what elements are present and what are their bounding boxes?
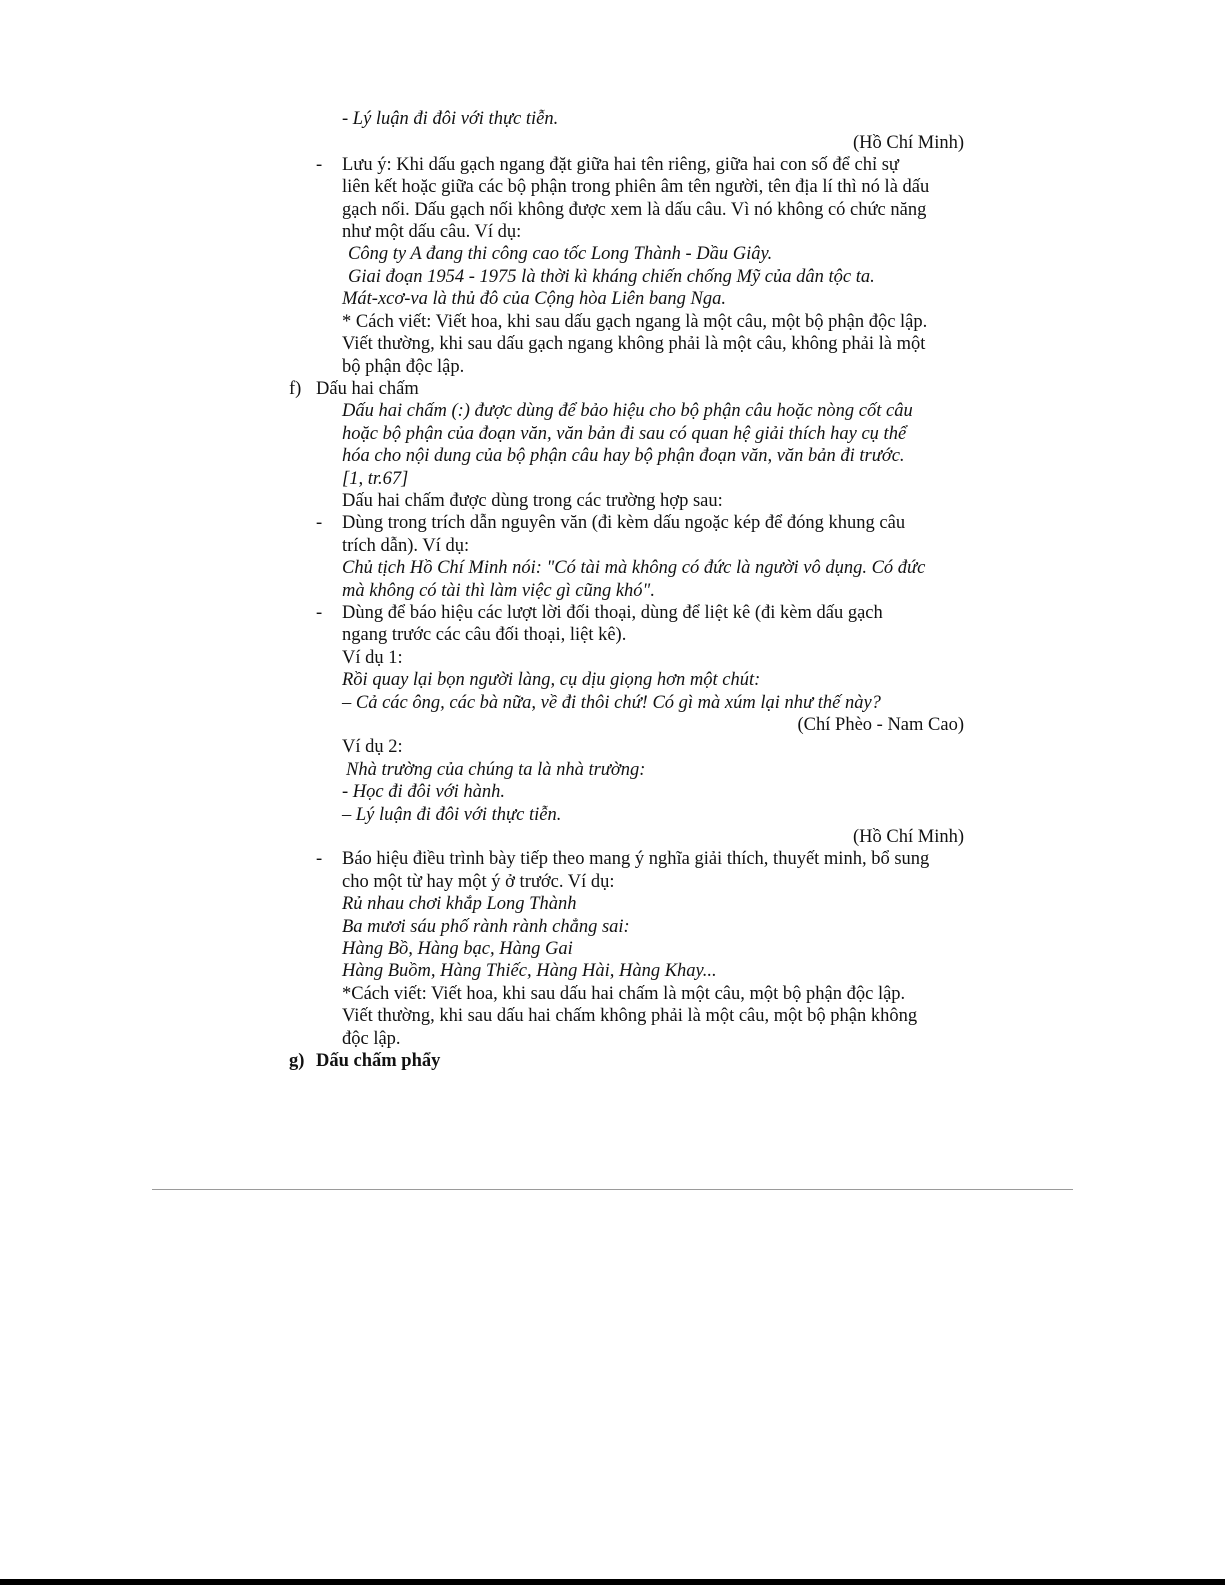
section-heading: Dấu hai chấm (316, 379, 419, 399)
text-line: Lưu ý: Khi dấu gạch ngang đặt giữa hai tên riêng, giữa hai con số để chỉ sự (342, 155, 899, 175)
example-line: – Cả các ông, các bà nữa, về đi thôi chứ! Có gì mà xúm lại như thế này? (342, 693, 881, 713)
text-line: * Cách viết: Viết hoa, khi sau dấu gạch ngang là một câu, một bộ phận độc lập. (342, 312, 928, 332)
poem-line: Hàng Bồ, Hàng bạc, Hàng Gai (342, 939, 573, 959)
text-line: cho một từ hay một ý ở trước. Ví dụ: (342, 872, 615, 892)
bullet-dash: - (316, 603, 323, 623)
text-line: Viết thường, khi sau dấu hai chấm không phải là một câu, một bộ phận không (342, 1006, 918, 1026)
text-line: Viết thường, khi sau dấu gạch ngang không phải là một câu, không phải là một (342, 334, 926, 354)
text-line: Ví dụ 2: (342, 737, 403, 757)
definition-line: Dấu hai chấm (:) được dùng để bảo hiệu cho bộ phận câu hoặc nòng cốt câu (342, 401, 913, 421)
example-line: Rồi quay lại bọn người làng, cụ dịu giọng hơn một chút: (342, 670, 761, 690)
example-line: Công ty A đang thi công cao tốc Long Thành - Dầu Giây. (348, 244, 773, 264)
section-marker-g: g) (289, 1051, 305, 1071)
bullet-dash: - (316, 849, 323, 869)
definition-line: hoặc bộ phận của đoạn văn, văn bản đi sau có quan hệ giải thích hay cụ thể (342, 424, 907, 444)
text-line: Dùng để báo hiệu các lượt lời đối thoại, dùng để liệt kê (đi kèm dấu gạch (342, 603, 883, 623)
example-line: - Học đi đôi với hành. (342, 782, 505, 802)
text-line: Dấu hai chấm được dùng trong các trường hợp sau: (342, 491, 723, 511)
text-line: bộ phận độc lập. (342, 357, 465, 377)
text-line: như một dấu câu. Ví dụ: (342, 222, 522, 242)
text-line: Ví dụ 1: (342, 648, 403, 668)
example-line: – Lý luận đi đôi với thực tiễn. (342, 805, 562, 825)
text-line: độc lập. (342, 1029, 401, 1049)
text-line: *Cách viết: Viết hoa, khi sau dấu hai chấm là một câu, một bộ phận độc lập. (342, 984, 906, 1004)
bullet-dash: - (316, 513, 323, 533)
quote-line: Chủ tịch Hồ Chí Minh nói: "Có tài mà không có đức là người vô dụng. Có đức (342, 558, 926, 578)
section-heading: Dấu chấm phẩy (316, 1051, 441, 1071)
citation: (Hồ Chí Minh) (853, 827, 964, 847)
citation: (Hồ Chí Minh) (853, 133, 964, 153)
text-line: trích dẫn). Ví dụ: (342, 536, 470, 556)
bullet-dash: - (316, 155, 323, 175)
citation: (Chí Phèo - Nam Cao) (797, 715, 964, 735)
bottom-border (0, 1579, 1225, 1585)
example-line: Nhà trường của chúng ta là nhà trường: (346, 760, 646, 780)
example-line: Mát-xcơ-va là thủ đô của Cộng hòa Liên bang Nga. (342, 289, 726, 309)
example-line: Giai đoạn 1954 - 1975 là thời kì kháng chiến chống Mỹ của dân tộc ta. (348, 267, 875, 287)
text-line: Báo hiệu điều trình bày tiếp theo mang ý nghĩa giải thích, thuyết minh, bổ sung (342, 849, 930, 869)
text-line: ngang trước các câu đối thoại, liệt kê). (342, 625, 627, 645)
poem-line: Ba mươi sáu phố rành rành chẳng sai: (342, 917, 630, 937)
text-line: Dùng trong trích dẫn nguyên văn (đi kèm dấu ngoặc kép để đóng khung câu (342, 513, 906, 533)
poem-line: Hàng Buồm, Hàng Thiếc, Hàng Hài, Hàng Khay... (342, 961, 717, 981)
text-line: gạch nối. Dấu gạch nối không được xem là dấu câu. Vì nó không có chức năng (342, 200, 927, 220)
page-divider (152, 1189, 1073, 1190)
definition-line: [1, tr.67] (342, 469, 409, 489)
text-line: - Lý luận đi đôi với thực tiễn. (342, 109, 559, 129)
definition-line: hóa cho nội dung của bộ phận câu hay bộ phận đoạn văn, văn bản đi trước. (342, 446, 905, 466)
poem-line: Rủ nhau chơi khắp Long Thành (342, 894, 577, 914)
quote-line: mà không có tài thì làm việc gì cũng khó". (342, 581, 655, 601)
section-marker-f: f) (289, 379, 302, 399)
text-line: liên kết hoặc giữa các bộ phận trong phiên âm tên người, tên địa lí thì nó là dấu (342, 177, 930, 197)
